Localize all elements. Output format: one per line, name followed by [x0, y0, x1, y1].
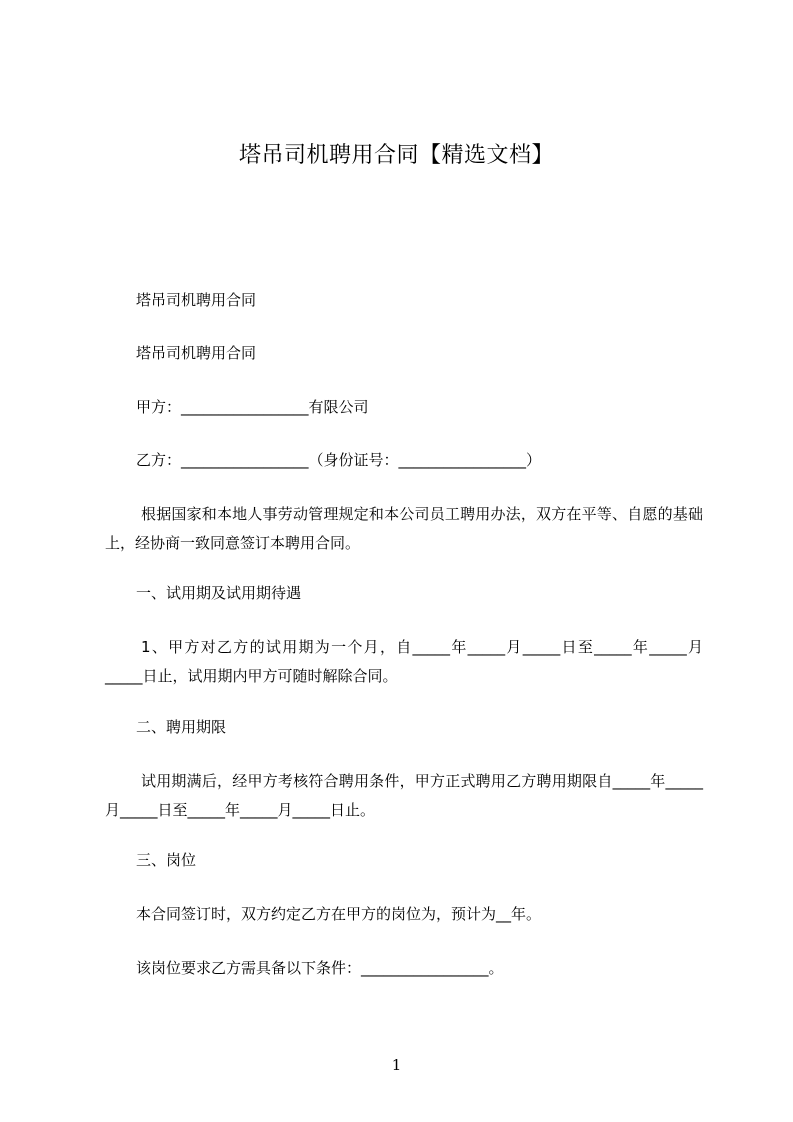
paragraph-heading-2: 塔吊司机聘用合同	[136, 344, 257, 362]
section-heading-position: 三、岗位	[136, 851, 197, 869]
preamble-paragraph: 根据国家和本地人事劳动管理规定和本公司员工聘用办法，双方在平等、自愿的基础上，经协商一致同意签订本聘用合同。	[105, 505, 703, 552]
section-heading-probation: 一、试用期及试用期待遇	[136, 584, 302, 602]
section-heading-term: 二、聘用期限	[136, 718, 227, 736]
probation-clause: 1、甲方对乙方的试用期为一个月，自_____年_____月_____日至_____年_____月_____日止，试用期内甲方可随时解除合同。	[105, 638, 703, 685]
position-clause: 本合同签订时，双方约定乙方在甲方的岗位为，预计为__年。	[136, 905, 542, 923]
party-a-line: 甲方：_________________有限公司	[136, 398, 369, 416]
term-clause: 试用期满后，经甲方考核符合聘用条件，甲方正式聘用乙方聘用期限自_____年_____月_____日至_____年_____月_____日止。	[105, 772, 703, 819]
document-title: 塔吊司机聘用合同【精选文档】	[238, 143, 554, 168]
party-b-line: 乙方：_________________（身份证号：_________________）	[136, 451, 542, 469]
position-requirements: 该岗位要求乙方需具备以下条件：_________________。	[136, 959, 504, 977]
paragraph-heading-1: 塔吊司机聘用合同	[136, 291, 257, 309]
page-number: 1	[391, 1056, 402, 1074]
